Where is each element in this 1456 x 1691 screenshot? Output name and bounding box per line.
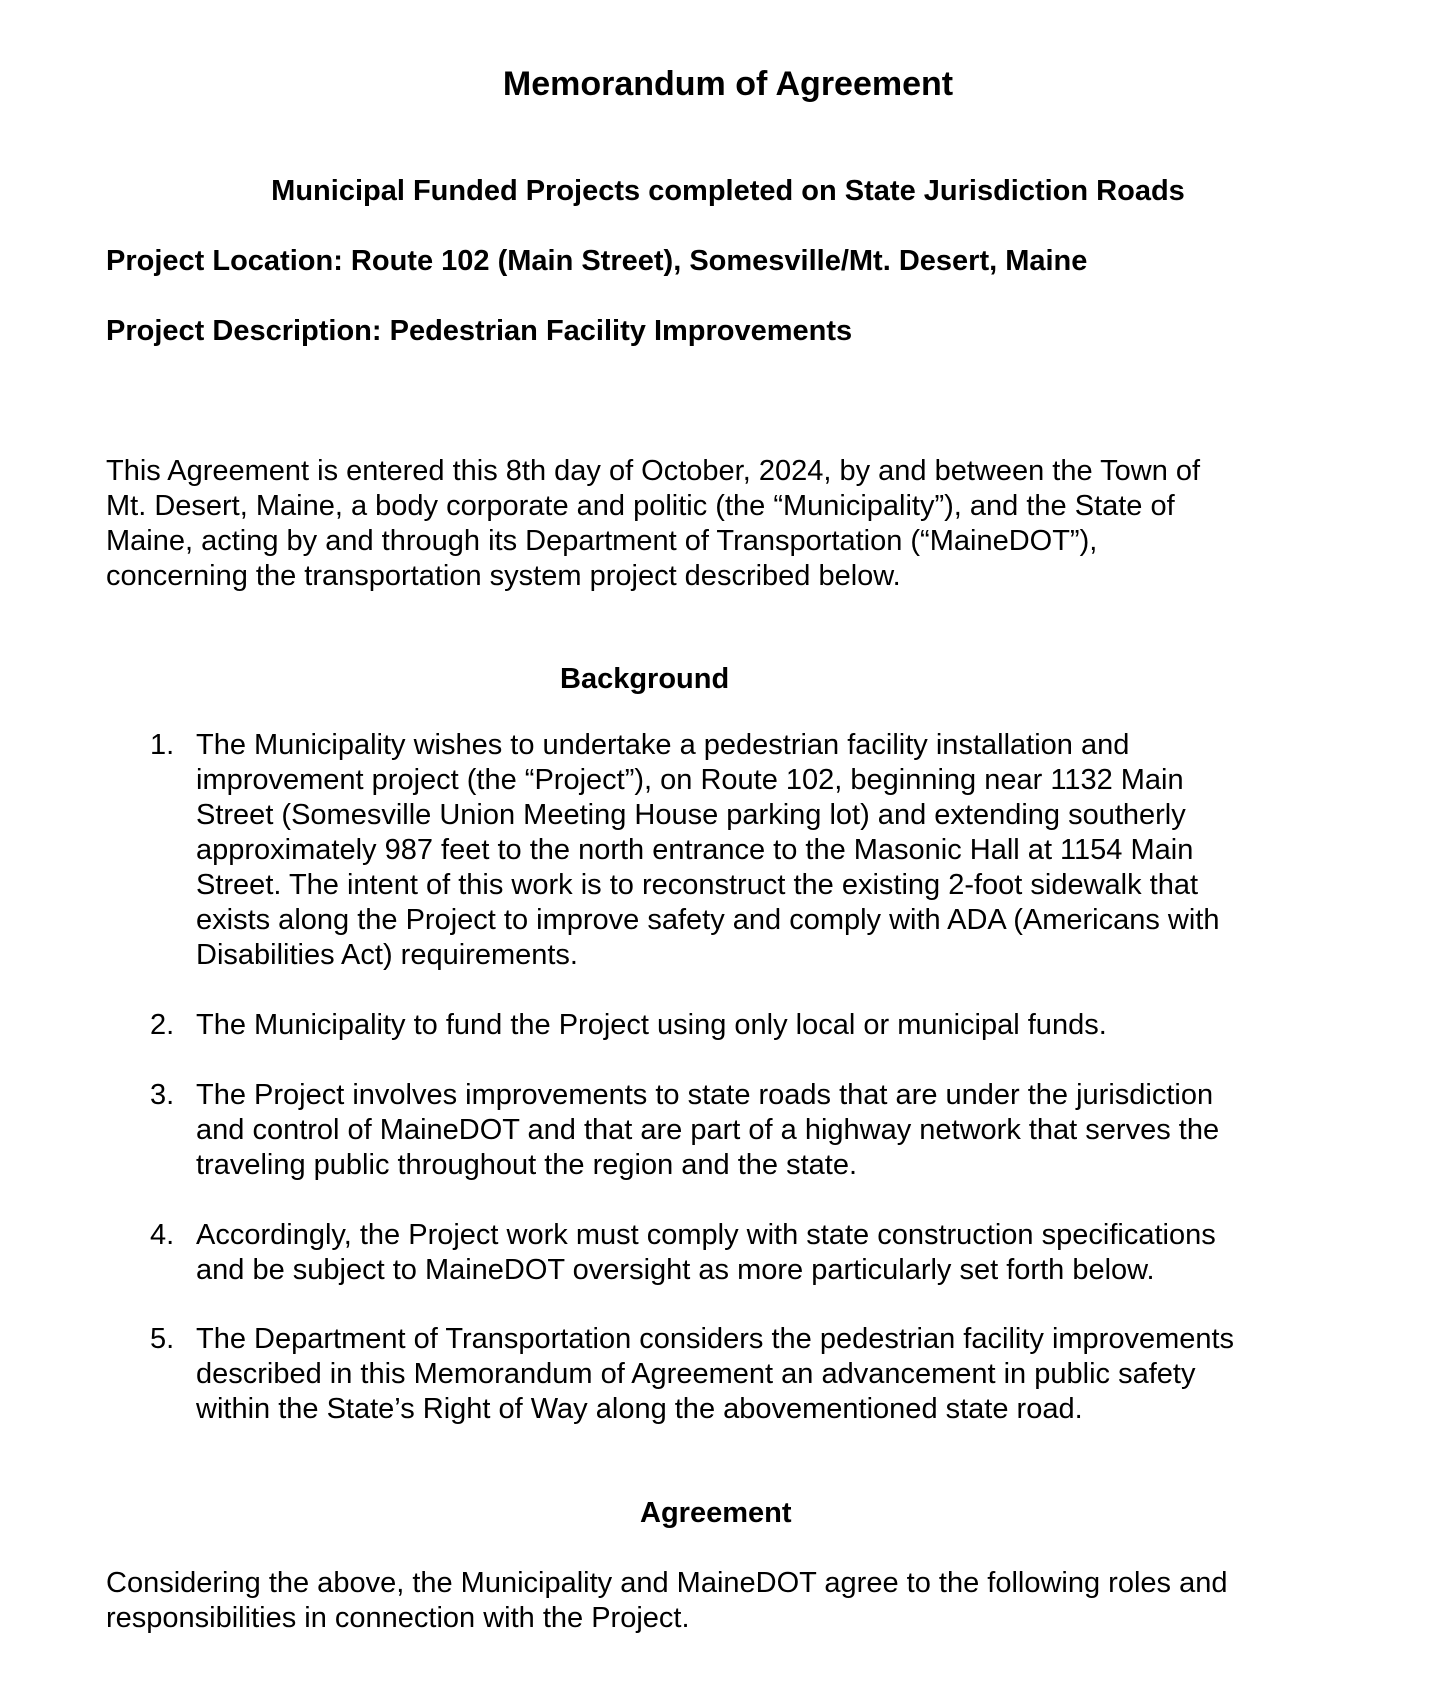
list-item-line: exists along the Project to improve safety and comply with ADA (Americans with bbox=[196, 904, 1220, 936]
list-item-number: 1. bbox=[150, 729, 175, 761]
list-item-number: 3. bbox=[150, 1079, 175, 1111]
list-item-line: approximately 987 feet to the north entrance to the Masonic Hall at 1154 Main bbox=[196, 834, 1194, 866]
agreement-line: Considering the above, the Municipality and MaineDOT agree to the following roles and bbox=[106, 1567, 1228, 1599]
list-item-line: The Municipality to fund the Project using only local or municipal funds. bbox=[196, 1009, 1107, 1041]
list-item-line: Accordingly, the Project work must comply with state construction specifications bbox=[196, 1219, 1216, 1251]
list-item-line: and be subject to MaineDOT oversight as more particularly set forth below. bbox=[196, 1254, 1155, 1286]
intro-line: This Agreement is entered this 8th day of October, 2024, by and between the Town of bbox=[106, 455, 1201, 487]
list-item-number: 2. bbox=[150, 1009, 175, 1041]
list-item-line: traveling public throughout the region and the state. bbox=[196, 1149, 858, 1181]
list-item-line: The Project involves improvements to state roads that are under the jurisdiction bbox=[196, 1079, 1214, 1111]
list-item-text bbox=[196, 1218, 1346, 1288]
intro-line: concerning the transportation system project described below. bbox=[106, 560, 901, 592]
project-location: Project Location: Route 102 (Main Street), Somesville/Mt. Desert, Maine bbox=[106, 245, 1088, 277]
list-item-line: The Municipality wishes to undertake a pedestrian facility installation and bbox=[196, 729, 1130, 761]
agreement-paragraph bbox=[106, 1566, 1306, 1636]
list-item-line: and control of MaineDOT and that are part of a highway network that serves the bbox=[196, 1114, 1220, 1146]
list-item-text bbox=[196, 728, 1346, 973]
list-item-line: The Department of Transportation considers the pedestrian facility improvements bbox=[196, 1323, 1235, 1355]
background-heading: Background bbox=[560, 663, 730, 695]
list-item-line: Street. The intent of this work is to reconstruct the existing 2-foot sidewalk that bbox=[196, 869, 1199, 901]
project-description: Project Description: Pedestrian Facility Improvements bbox=[106, 315, 853, 347]
list-item-line: Street (Somesville Union Meeting House parking lot) and extending southerly bbox=[196, 799, 1186, 831]
intro-line: Mt. Desert, Maine, a body corporate and politic (the “Municipality”), and the State of bbox=[106, 490, 1175, 522]
intro-line: Maine, acting by and through its Department of Transportation (“MaineDOT”), bbox=[106, 525, 1098, 557]
list-item-line: improvement project (the “Project”), on Route 102, beginning near 1132 Main bbox=[196, 764, 1184, 796]
list-item-text bbox=[196, 1078, 1346, 1183]
list-item-line: described in this Memorandum of Agreement an advancement in public safety bbox=[196, 1358, 1196, 1390]
agreement-heading: Agreement bbox=[640, 1497, 792, 1529]
agreement-line: responsibilities in connection with the Project. bbox=[106, 1602, 690, 1634]
list-item-line: Disabilities Act) requirements. bbox=[196, 939, 578, 971]
document-title: Memorandum of Agreement bbox=[502, 65, 954, 103]
list-item-text bbox=[196, 1008, 1346, 1043]
intro-paragraph bbox=[106, 454, 1306, 594]
list-item-line: within the State’s Right of Way along the abovementioned state road. bbox=[196, 1393, 1083, 1425]
document-subtitle: Municipal Funded Projects completed on State Jurisdiction Roads bbox=[271, 175, 1185, 207]
list-item-number: 4. bbox=[150, 1219, 175, 1251]
list-item-number: 5. bbox=[150, 1323, 175, 1355]
list-item-text bbox=[196, 1322, 1346, 1427]
